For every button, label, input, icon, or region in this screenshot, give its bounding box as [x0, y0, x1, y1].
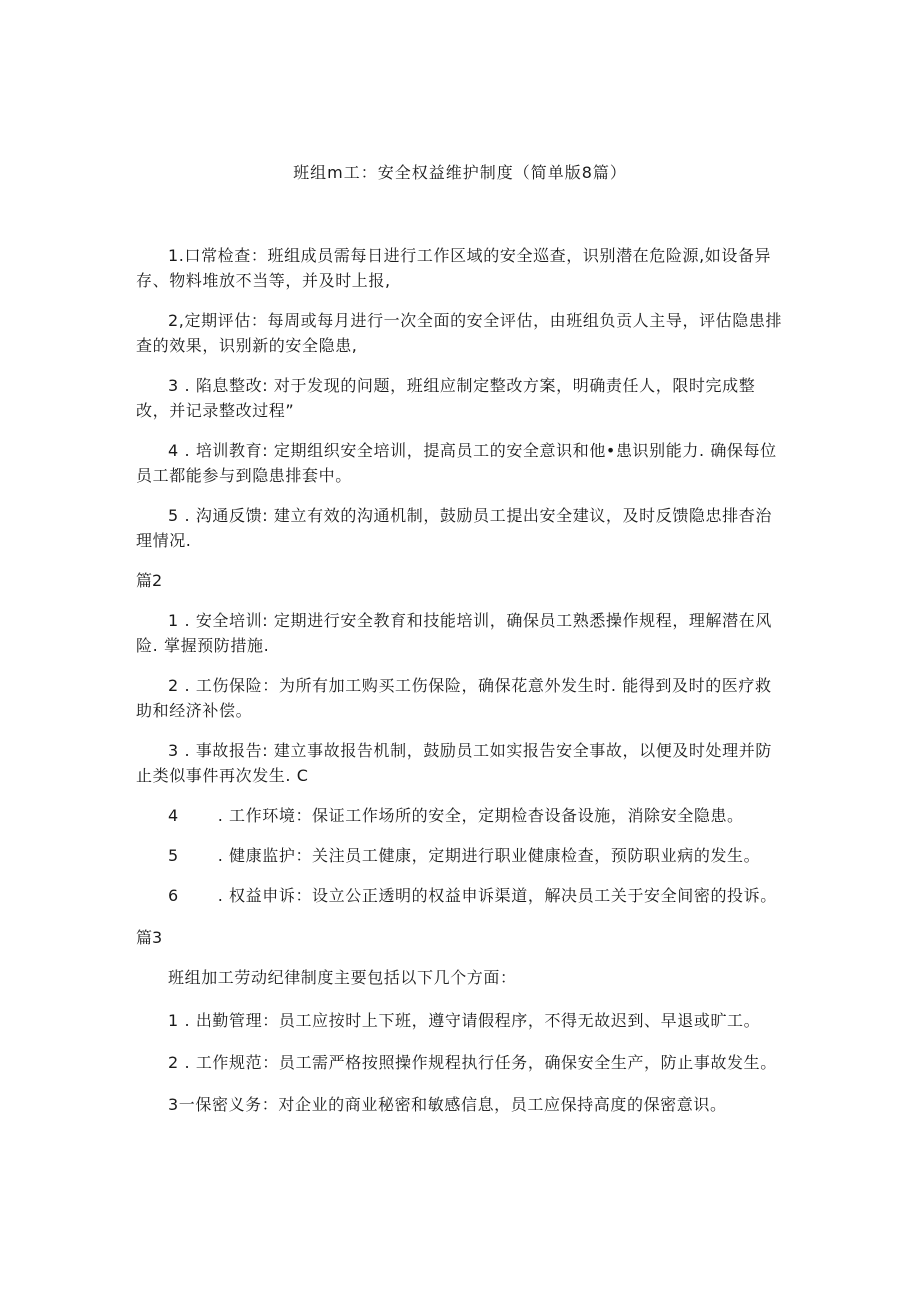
item-text: . 健康监护：关注员工健康，定期进行职业健康检查，预防职业病的发生。: [217, 846, 761, 865]
paragraph-s2-item1: 1 . 安全培训: 定期进行安全教育和技能培训，确保员工熟悉操作规程，理解潜在风险. 掌握预防措施.: [136, 611, 772, 655]
paragraph-s1-item4: 4 . 培训教育: 定期组织安全培训，提高员工的安全意识和他•患识别能力. 确保每位员工都能参与到隐患排套中。: [136, 441, 777, 485]
paragraph-s2-item4: [136, 803, 796, 828]
paragraph-s3-item2: 2 . 工作规范：员工需严格按照操作规程执行任务，确保安全生产，防止事故发生。: [168, 1053, 777, 1072]
paragraph-s1-item1: 1.口常检查：班组成员需每日进行工作区域的安全巡查，识别潜在危险源,如设备异存、物料堆放不当等，并及时上报,: [136, 246, 772, 290]
item-number: 5: [168, 846, 179, 865]
section-heading-2: 篇2: [136, 571, 163, 590]
paragraph-s1-item2: 2,定期评估：每周或每月进行一次全面的安全评估，由班组负贡人主导，评估隐患排查的效果，识别新的安全隐患,: [136, 311, 783, 355]
paragraph-s2-item5: [136, 843, 796, 868]
paragraph-s2-item3: 3 . 事故报告: 建立事故报告机制，鼓励员工如实报告安全事故，以便及时处理并防止类似事件再次发生. C: [136, 741, 772, 785]
paragraph-s2-item6: [136, 883, 796, 908]
document-title: 班组m工：安全权益维护制度（简单版8篇）: [293, 163, 627, 182]
paragraph-s2-item2: 2 . 工伤保险：为所有加工购买工伤保险，确保花意外发生时. 能得到及时的医疗救助和经济补偿。: [136, 676, 772, 720]
paragraph-s3-item3: 3一保密义务：对企业的商业秘密和敏感信息，员工应保持高度的保密意识。: [168, 1095, 727, 1114]
item-text: . 权益申诉：设立公正透明的权益申诉渠道，解决员工关于安全间密的投诉。: [217, 886, 777, 905]
paragraph-s1-item5: 5 . 沟通反馈: 建立有效的沟通机制，鼓励员工提出安全建议，及时反馈隐忠排杳治理情况.: [136, 506, 772, 550]
item-number: 6: [168, 886, 179, 905]
paragraph-s3-intro: 班组加工劳动纪律制度主要包括以下几个方面：: [168, 968, 517, 987]
paragraph-s3-item1: 1 . 出勤管理：员工应按时上下班，遵守请假程序，不得无故迟到、早退或旷工。: [168, 1011, 761, 1030]
section-heading-3: 篇3: [136, 928, 163, 947]
paragraph-s1-item3: 3 . 陷息整改: 对于发现的问题，班组应制定整改方案，明确责任人，限时完成整改，并记录整改过程”: [136, 376, 756, 420]
item-number: 4: [168, 806, 179, 825]
item-text: . 工作环境：保证工作场所的安全，定期检杳设备设施，消除安全隐患。: [217, 806, 744, 825]
